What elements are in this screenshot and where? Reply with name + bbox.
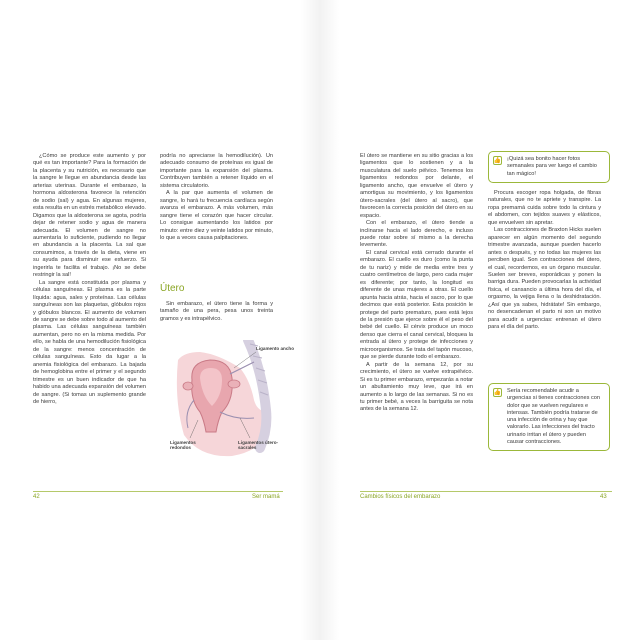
running-title-left: Ser mamá [252, 494, 280, 500]
label-ligamentos-utero-sacrales: Ligamentos útero-sacrales [238, 440, 279, 451]
paragraph: Procura escoger ropa holgada, de fibras naturales, que no te apriete y transpire. La ropa premamá cuida sobre todo la cintura y el abdomen, con tejidos suaves y elásticos, que envuelven sin apretar. [488, 190, 601, 226]
right-page-column-2 [488, 190, 601, 332]
left-page-column-2 [160, 153, 273, 242]
paragraph: El útero se mantiene en su sitio gracias a los ligamentos que lo sostienen y a la musculatura del suelo pélvico. Tenemos los ligamentos redondos por delante, el ligamento ancho, que envuelve el útero y amortigua su movimiento, y los ligamentos útero-sacrales (del útero al sacro), que favorecen la correcta posición del útero en su espacio. [360, 153, 473, 219]
label-ligamentos-redondos: Ligamentos redondos [170, 440, 196, 451]
page-number-left: 42 [33, 494, 40, 500]
tip-box-urgencias [488, 383, 610, 451]
tip-box-photos [488, 151, 610, 183]
footer-rule-left [33, 491, 283, 492]
paragraph: podría no apreciarse la hemodilución). Un adecuado consumo de proteínas es igual de importante para la expansión del plasma. Contribuyen también a retener líquido en el sistema circulatorio. [160, 153, 273, 189]
section-intro [160, 301, 273, 323]
paragraph: Las contracciones de Braxton Hicks suelen aparecer en algún momento del segundo trimestre avanzada, aunque pueden hacerlo antes o después, y no todas las mujeres las perciben igual. Son contracciones del útero, el cual, recordemos, es un órgano muscular. Suelen ser breves, esporádicas y ponen la barriga dura. Pueden provocarlas la actividad física, el cansancio a última hora del día, el orgasmo, la vejiga llena o la deshidratación. ¿Así que ya sabes, hidrátate! Sin embargo, no desencadenan el parto ni son un motivo para acudir a urgencias: entrenan el útero para el día del parto. [488, 227, 601, 331]
left-page-column-1 [33, 153, 146, 406]
ovary-left [183, 382, 193, 390]
page-number-right: 43 [600, 494, 607, 500]
thumbs-up-icon: 👍 [493, 157, 502, 164]
label-ligamento-ancho: Ligamento ancho [256, 346, 295, 351]
running-title-right: Cambios físicos del embarazo [360, 494, 441, 500]
paragraph: Sin embarazo, el útero tiene la forma y tamaño de una pera, pesa unos treinta gramos y es intrapélvico. [160, 301, 273, 322]
paragraph: ¿Cómo se produce este aumento y por qué es tan importante? Para la formación de la placenta y su nutrición, es necesario que la sangre le llegue en abundancia desde las arterias uterinas. Durante el embarazo, la hormona aldosterona favorece la retención de sodio (sal) y agua. En algunas mujeres, esta resulta en un estrés metabólico elevado. Digamos que la aldosterona se agota, podría dejar de retener sodio y agua de manera adecuada. El volumen de sangre no aumentaría lo suficiente, pudiendo no llegar en abundancia a la placenta. La sal que consumimos, a través de la dieta, viene en su ayuda para disminuir ese esfuerzo. Si ingerirla te facilita el trabajo. ¡No se debe restringir la sal! [33, 153, 146, 279]
paragraph: El canal cervical está cerrado durante el embarazo. El cuello es duro (como la punta de tu nariz) y mide de media entre tres y cuatro centímetros de largo, pero cada mujer es diferente; por tanto, la longitud es diferente de unas mujeres a otras. El cuello apunta hacia atrás, hacia el sacro, por lo que decimos que está posterior. Esta posición le protege del parto prematuro, pues está lejos de la presión que ejerce sobre él el peso del bebé del cuello. El cérvix produce un moco denso que cierra el canal cervical, bloquea la entrada al útero y protege de infecciones y microorganismos. Se trata del tapón mucoso, que se pierde durante todo el embarazo. [360, 249, 473, 361]
thumbs-up-icon: 👍 [493, 389, 502, 396]
paragraph: La sangre está constituida por plasma y células sanguíneas. El plasma es la parte líquida: agua, sales y proteínas. Las células sanguíneas son las plaquetas, glóbulos rojos y glóbulos blancos. El aumento de volumen de sangre se debe sobre todo al aumento del plasma. Las células sanguíneas también aumentan, pero no en la misma medida. Por ello, se habla de una hemodilución fisiológica de la sangre: menos concentración de células sanguíneas. Esto da lugar a la anemia fisiológica del embarazo. La bajada de hemoglobina entre el primer y el segundo trimestre es un buen indicador de que ha habido una adecuada expansión del volumen de sangre. (Si tomas un suplemento grande de hierro, [33, 279, 146, 405]
footer-rule-right [360, 491, 612, 492]
paragraph: Con el embarazo, el útero tiende a inclinarse hacia el lado derecho, e incluso puede rotar sobre sí mismo a la derecha levemente. [360, 220, 473, 249]
paragraph: A partir de la semana 12, por su crecimiento, el útero se vuelve extrapélvico. Si es tu primer embarazo, empezarás a notar un abultamiento muy leve, que irá en aumento a lo largo de las semanas. Si no es tu primer bebé, a veces la barriguita se nota antes de la semana 12. [360, 361, 473, 413]
section-heading-utero: Útero [160, 283, 185, 294]
uterus-illustration [170, 340, 295, 460]
ovary-right [228, 380, 240, 388]
tip-text: Sería recomendable acudir a urgencias si tienes contracciones con dolor que se vuelven regulares e intensas. También podría tratarse de una infección de orina y hay que valorarlo. Las infecciones del tracto urinario irritan el útero y pueden causar contracciones. [507, 388, 600, 446]
paragraph: A la par que aumenta el volumen de sangre, lo hará tu frecuencia cardíaca según avanza el embarazo. A más volumen, más sangre tiene el corazón que hacer circular. Lo consigue aumentando los latidos por minuto: entre diez y veinte latidos por minuto, lo que a veces causa palpitaciones. [160, 190, 273, 241]
tip-text: ¡Quizá sea bonito hacer fotos semanales para ver luego el cambio tan mágico! [507, 156, 597, 177]
right-page-column-1 [360, 153, 473, 414]
